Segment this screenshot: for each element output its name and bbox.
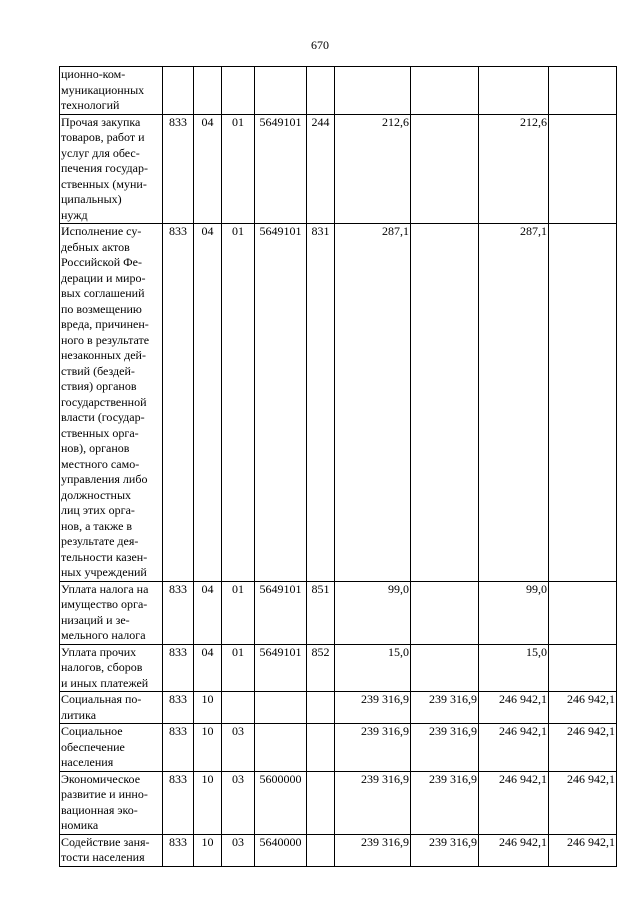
ministry-code: 833 [163, 581, 194, 644]
subsection-code: 03 [222, 724, 255, 772]
value-1: 239 316,9 [335, 692, 411, 724]
ministry-code: 833 [163, 834, 194, 866]
subsection-code: 03 [222, 834, 255, 866]
value-2 [411, 114, 479, 224]
subsection-code: 01 [222, 224, 255, 582]
row-name-cell [60, 114, 163, 224]
value-4: 246 942,1 [549, 724, 617, 772]
row-name: Уплата прочих налогов, сборов и иных платежей [61, 644, 149, 690]
table-row [60, 771, 617, 834]
table-row [60, 724, 617, 772]
subsection-code: 01 [222, 644, 255, 692]
value-1: 212,6 [335, 114, 411, 224]
value-1: 287,1 [335, 224, 411, 582]
table-row [60, 692, 617, 724]
value-3: 246 942,1 [479, 724, 549, 772]
value-4: 246 942,1 [549, 771, 617, 834]
value-4: 246 942,1 [549, 692, 617, 724]
row-name: Исполнение су- дебных актов Российской Фе- дерации и миро- вых соглашений по возмещению вреда, причинен- ного в результате незаконных дей- ствий (бездей- ствия) органов государственной власти (государ- ственных орга- нов), органов местного само- управления либо должностных лиц этих орга- нов, а также в результате дея- тельности казен- ных учреждений [61, 224, 150, 579]
value-3: 287,1 [479, 224, 549, 582]
section-code: 04 [194, 581, 222, 644]
ministry-code: 833 [163, 724, 194, 772]
ministry-code [163, 67, 194, 115]
value-4 [549, 67, 617, 115]
value-2 [411, 67, 479, 115]
value-2 [411, 581, 479, 644]
value-1 [335, 67, 411, 115]
row-name: Уплата налога на имущество орга- низаций и зе- мельного налога [61, 581, 149, 642]
row-name: Социальное обеспечение населения [61, 724, 125, 769]
value-4 [549, 114, 617, 224]
subsection-code [222, 692, 255, 724]
type-code: 852 [307, 644, 335, 692]
row-name: Содействие заня- тости населения [61, 834, 150, 864]
target-code: 5649101 [255, 224, 307, 582]
subsection-code: 01 [222, 581, 255, 644]
target-code: 5600000 [255, 771, 307, 834]
value-1: 99,0 [335, 581, 411, 644]
target-code: 5649101 [255, 114, 307, 224]
value-4 [549, 224, 617, 582]
value-2 [411, 644, 479, 692]
subsection-code: 03 [222, 771, 255, 834]
ministry-code: 833 [163, 771, 194, 834]
target-code [255, 67, 307, 115]
row-name-cell [60, 724, 163, 772]
row-name: Прочая закупка товаров, работ и услуг для обес- печения государ- ственных (муни- ципальных) нужд [61, 114, 148, 222]
type-code: 851 [307, 581, 335, 644]
table-row [60, 644, 617, 692]
row-name-cell [60, 692, 163, 724]
type-code [307, 724, 335, 772]
type-code: 244 [307, 114, 335, 224]
value-3 [479, 67, 549, 115]
value-3: 246 942,1 [479, 834, 549, 866]
row-name-cell [60, 67, 163, 115]
type-code [307, 834, 335, 866]
section-code: 04 [194, 224, 222, 582]
budget-table [59, 66, 617, 867]
target-code: 5649101 [255, 581, 307, 644]
type-code [307, 67, 335, 115]
row-name: Экономическое развитие и инно- вационная эко- номика [61, 771, 148, 832]
value-3: 246 942,1 [479, 771, 549, 834]
value-4 [549, 644, 617, 692]
ministry-code: 833 [163, 644, 194, 692]
section-code: 04 [194, 114, 222, 224]
page-number: 670 [311, 38, 329, 52]
section-code: 10 [194, 771, 222, 834]
value-1: 15,0 [335, 644, 411, 692]
value-3: 212,6 [479, 114, 549, 224]
ministry-code: 833 [163, 692, 194, 724]
value-2: 239 316,9 [411, 692, 479, 724]
value-4: 246 942,1 [549, 834, 617, 866]
section-code: 10 [194, 724, 222, 772]
table-row [60, 67, 617, 115]
section-code: 10 [194, 834, 222, 866]
value-3: 15,0 [479, 644, 549, 692]
row-name-cell [60, 224, 163, 582]
value-2: 239 316,9 [411, 771, 479, 834]
row-name-cell [60, 834, 163, 866]
target-code: 5640000 [255, 834, 307, 866]
value-2 [411, 224, 479, 582]
subsection-code [222, 67, 255, 115]
value-1: 239 316,9 [335, 724, 411, 772]
type-code [307, 692, 335, 724]
type-code: 831 [307, 224, 335, 582]
ministry-code: 833 [163, 114, 194, 224]
table-row [60, 581, 617, 644]
value-3: 246 942,1 [479, 692, 549, 724]
value-4 [549, 581, 617, 644]
section-code [194, 67, 222, 115]
table-row [60, 834, 617, 866]
target-code [255, 692, 307, 724]
table-row [60, 114, 617, 224]
row-name-cell [60, 771, 163, 834]
value-3: 99,0 [479, 581, 549, 644]
row-name: Социальная по- литика [61, 692, 142, 722]
value-2: 239 316,9 [411, 834, 479, 866]
target-code: 5649101 [255, 644, 307, 692]
section-code: 10 [194, 692, 222, 724]
table-row [60, 224, 617, 582]
row-name-cell [60, 581, 163, 644]
target-code [255, 724, 307, 772]
ministry-code: 833 [163, 224, 194, 582]
row-name-cell [60, 644, 163, 692]
section-code: 04 [194, 644, 222, 692]
row-name: ционно-ком- муникационных технологий [61, 67, 145, 112]
value-2: 239 316,9 [411, 724, 479, 772]
value-1: 239 316,9 [335, 834, 411, 866]
value-1: 239 316,9 [335, 771, 411, 834]
type-code [307, 771, 335, 834]
subsection-code: 01 [222, 114, 255, 224]
